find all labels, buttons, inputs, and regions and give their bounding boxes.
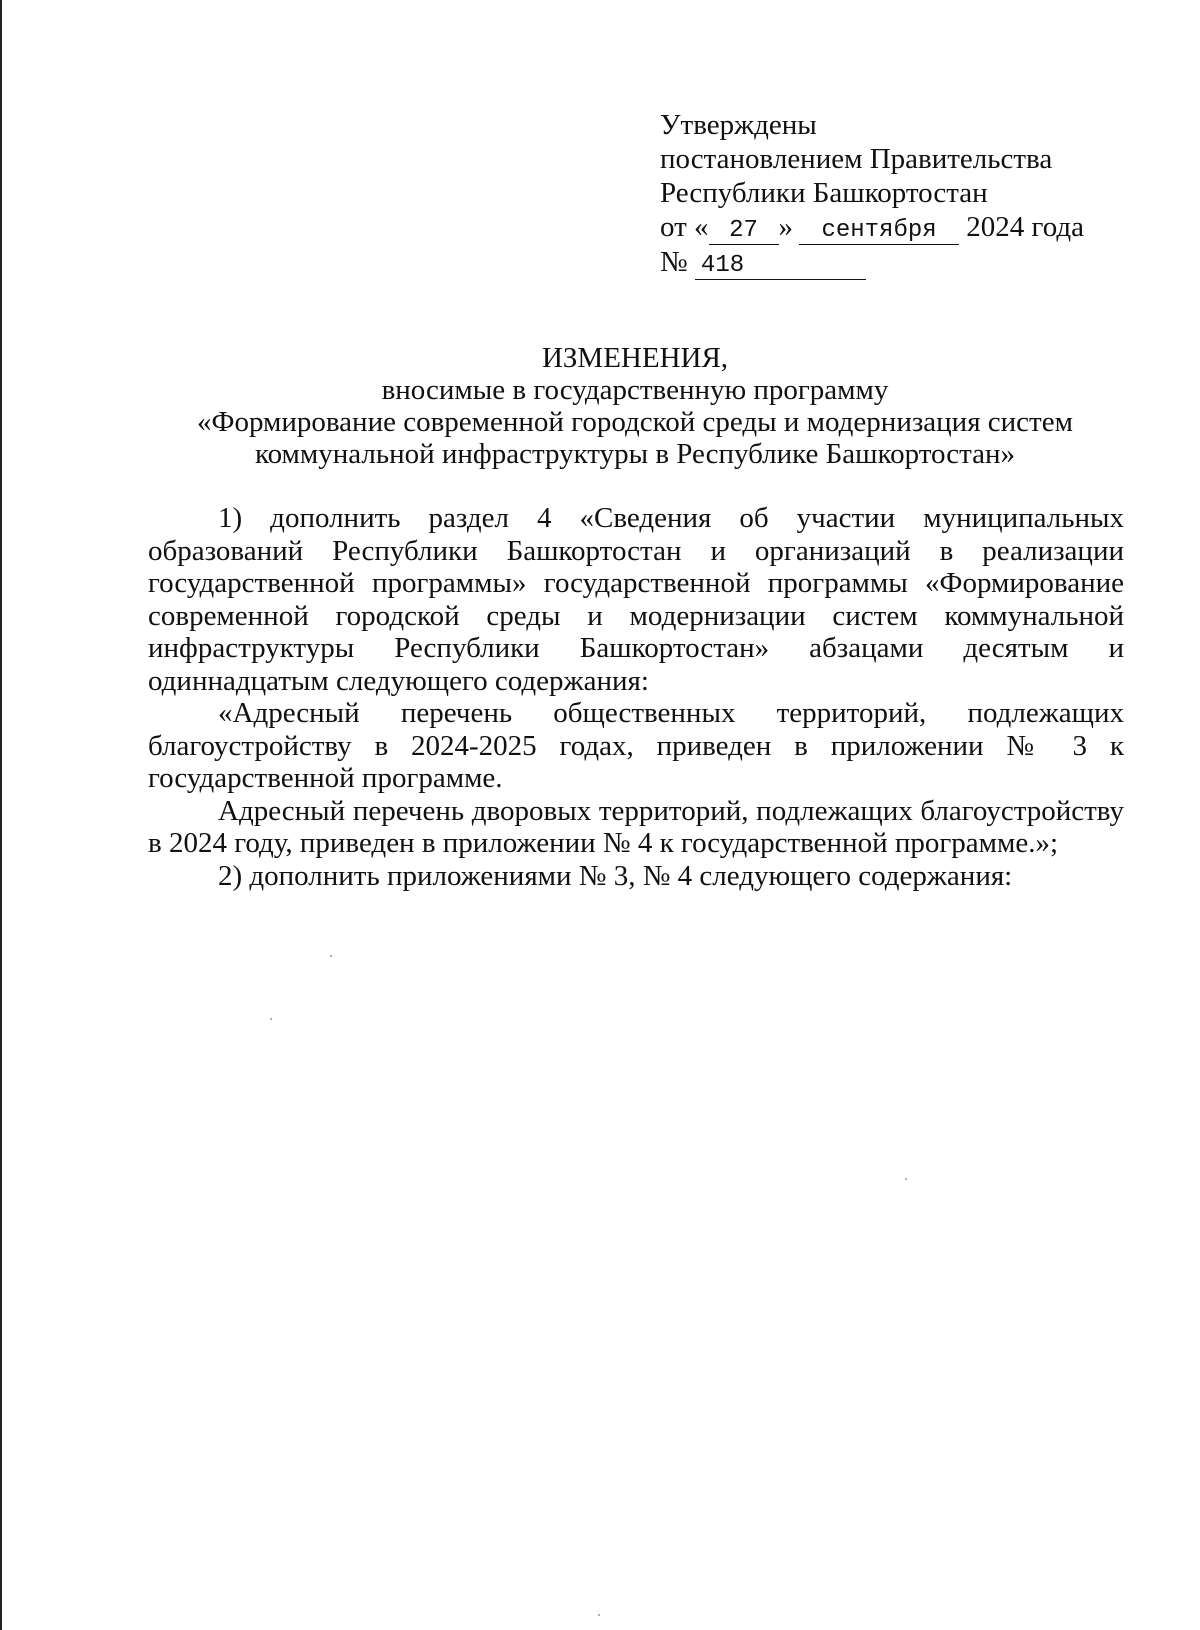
approval-number-line	[660, 245, 1160, 280]
number-prefix: №	[660, 246, 688, 278]
scan-speck	[270, 1018, 272, 1020]
approval-line-2: постановлением Правительства	[660, 143, 1053, 175]
paragraph-1: 1) дополнить раздел 4 «Сведения об участии муниципальных образований Республики Башкортостан и организаций в реализации государственной программы» государственной программы «Формирование современной городской среды и модернизации систем коммунальной инфраструктуры Республики Башкортостан» абзацами десятым и одиннадцатым следующего содержания:	[148, 502, 1124, 697]
scan-speck	[905, 1178, 907, 1180]
approval-line-3: Республики Башкортостан	[660, 177, 988, 209]
document-body	[148, 502, 1124, 892]
paragraph-4: 2) дополнить приложениями № 3, № 4 следующего содержания:	[218, 859, 1013, 892]
document-heading	[140, 342, 1130, 470]
scan-speck	[330, 955, 332, 957]
approval-date-line	[660, 210, 1160, 245]
heading-line-3: «Формирование современной городской среды и модернизация систем	[197, 406, 1073, 438]
date-day: 27	[709, 218, 779, 245]
date-suffix: 2024 года	[966, 211, 1085, 243]
heading-line-4: коммунальной инфраструктуры в Республике Башкортостан»	[254, 438, 1016, 470]
date-month: сентября	[799, 218, 959, 245]
date-mid: »	[778, 211, 794, 243]
date-prefix: от «	[660, 211, 709, 243]
heading-line-2: вносимые в государственную программу	[381, 374, 889, 406]
heading-title: ИЗМЕНЕНИЯ,	[541, 342, 729, 374]
document-number: 418	[695, 253, 866, 280]
scan-speck	[598, 1614, 600, 1616]
approval-line-1: Утверждены	[660, 109, 817, 141]
paragraph-2: «Адресный перечень общественных территорий, подлежащих благоустройству в 2024-2025 годах, приведен в приложении № 3 к государственной программе.	[148, 697, 1124, 794]
scan-edge	[0, 0, 2, 1630]
approval-block	[660, 108, 1160, 280]
paragraph-3: Адресный перечень дворовых территорий, подлежащих благоустройству в 2024 году, приведен в приложении № 4 к государственной программе.»;	[148, 794, 1124, 859]
